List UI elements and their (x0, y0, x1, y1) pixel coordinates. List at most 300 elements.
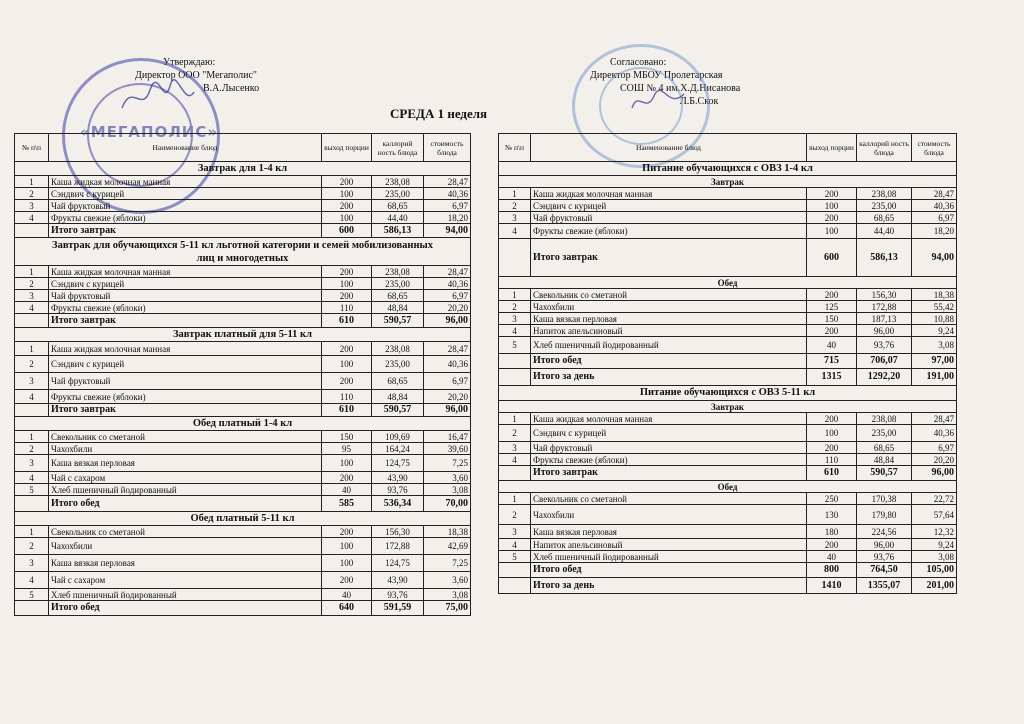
section-title-row (15, 328, 471, 342)
item-portion: 200 (807, 212, 857, 224)
header-num: № п\п (15, 134, 49, 162)
total-label: Итого завтрак (49, 314, 322, 328)
section-title: Обед платный 5-11 кл (15, 512, 471, 526)
item-cost: 20,20 (912, 454, 957, 466)
item-cost: 20,20 (424, 390, 471, 404)
item-calories: 93,76 (372, 484, 424, 496)
total-calories: 536,34 (372, 496, 424, 512)
item-cost: 3,08 (424, 484, 471, 496)
item-name: Фрукты свежие (яблоки) (49, 212, 322, 224)
total-label: Итого обед (531, 563, 807, 578)
item-calories: 124,75 (372, 455, 424, 472)
item-cost: 40,36 (912, 425, 957, 442)
item-portion: 100 (807, 200, 857, 212)
item-number: 4 (15, 572, 49, 589)
total-row (499, 466, 957, 481)
total-row (499, 239, 957, 277)
item-portion: 110 (322, 302, 372, 314)
section-title: Обед (499, 481, 957, 493)
total-cost: 96,00 (424, 314, 471, 328)
total-empty-cell (15, 496, 49, 512)
item-portion: 200 (322, 290, 372, 302)
total-cost: 105,00 (912, 563, 957, 578)
total-calories: 586,13 (372, 224, 424, 238)
header-calories: каллорий ность блюда (372, 134, 424, 162)
table-row (15, 176, 471, 188)
item-calories: 224,56 (857, 525, 912, 539)
section-title-row (15, 238, 471, 266)
item-number: 4 (499, 454, 531, 466)
table-row (15, 266, 471, 278)
item-calories: 238,08 (857, 188, 912, 200)
table-row (499, 539, 957, 551)
item-number: 1 (499, 413, 531, 425)
item-cost: 6,97 (912, 442, 957, 454)
item-number: 1 (15, 526, 49, 538)
item-calories: 179,80 (857, 505, 912, 525)
total-calories: 764,50 (857, 563, 912, 578)
total-label: Итого обед (531, 354, 807, 369)
table-row (499, 289, 957, 301)
total-portion: 1410 (807, 578, 857, 594)
item-cost: 6,97 (912, 212, 957, 224)
total-row (15, 601, 471, 616)
total-row (15, 404, 471, 417)
total-portion: 610 (322, 314, 372, 328)
item-cost: 42,69 (424, 538, 471, 555)
item-name: Напиток апельсиновый (531, 325, 807, 337)
item-cost: 40,36 (424, 356, 471, 373)
item-calories: 44,40 (372, 212, 424, 224)
section-title: Завтрак (499, 401, 957, 413)
item-number: 2 (15, 356, 49, 373)
total-cost: 94,00 (912, 239, 957, 277)
item-number: 1 (15, 176, 49, 188)
table-row (15, 200, 471, 212)
section-title-row (15, 162, 471, 176)
item-cost: 28,47 (424, 266, 471, 278)
total-portion: 1315 (807, 369, 857, 386)
item-number: 2 (499, 301, 531, 313)
total-calories: 591,59 (372, 601, 424, 616)
section-title: Обед платный 1-4 кл (15, 417, 471, 431)
item-name: Чай фруктовый (531, 212, 807, 224)
total-label: Итого завтрак (49, 224, 322, 238)
total-label: Итого завтрак (49, 404, 322, 417)
item-number: 1 (15, 431, 49, 443)
item-cost: 3,60 (424, 572, 471, 589)
total-cost: 96,00 (912, 466, 957, 481)
total-cost: 94,00 (424, 224, 471, 238)
item-number: 2 (499, 505, 531, 525)
header-name: Наименование блюд (49, 134, 322, 162)
item-name: Каша вязкая перловая (531, 313, 807, 325)
total-calories: 590,57 (372, 404, 424, 417)
item-name: Свекольник со сметаной (49, 526, 322, 538)
item-number: 4 (15, 212, 49, 224)
item-name: Свекольник со сметаной (531, 493, 807, 505)
item-calories: 156,30 (857, 289, 912, 301)
menu-table-left (14, 133, 471, 616)
header-cost: стоимость блюда (424, 134, 471, 162)
total-label: Итого завтрак (531, 239, 807, 277)
signature-right (628, 86, 688, 116)
total-portion: 610 (322, 404, 372, 417)
item-name: Каша жидкая молочная манная (531, 188, 807, 200)
item-number: 5 (499, 337, 531, 354)
header-cost: стоимость блюда (912, 134, 957, 162)
item-cost: 22,72 (912, 493, 957, 505)
item-portion: 100 (322, 538, 372, 555)
item-calories: 172,88 (372, 538, 424, 555)
table-row (15, 572, 471, 589)
table-row (15, 472, 471, 484)
item-number: 5 (499, 551, 531, 563)
total-calories: 586,13 (857, 239, 912, 277)
section-title-row (499, 162, 957, 176)
item-cost: 55,42 (912, 301, 957, 313)
item-number: 1 (499, 289, 531, 301)
table-row (15, 212, 471, 224)
item-number: 2 (15, 443, 49, 455)
item-portion: 100 (322, 455, 372, 472)
item-cost: 12,32 (912, 525, 957, 539)
item-calories: 96,00 (857, 325, 912, 337)
approval-left-line2: Директор ООО "Мегаполис" (135, 70, 258, 81)
item-name: Сэндвич с курицей (49, 278, 322, 290)
item-name: Фрукты свежие (яблоки) (531, 454, 807, 466)
total-label: Итого обед (49, 601, 322, 616)
total-calories: 1355,07 (857, 578, 912, 594)
total-label: Итого завтрак (531, 466, 807, 481)
item-calories: 238,08 (372, 176, 424, 188)
total-portion: 600 (322, 224, 372, 238)
total-portion: 715 (807, 354, 857, 369)
item-portion: 200 (322, 342, 372, 356)
item-name: Каша вязкая перловая (531, 525, 807, 539)
section-title: Завтрак платный для 5-11 кл (15, 328, 471, 342)
item-portion: 40 (322, 589, 372, 601)
table-row (15, 589, 471, 601)
table-row (15, 538, 471, 555)
item-cost: 40,36 (424, 278, 471, 290)
item-cost: 3,08 (912, 337, 957, 354)
item-name: Каша вязкая перловая (49, 455, 322, 472)
item-number: 3 (15, 373, 49, 390)
item-name: Хлеб пшеничный йодированный (49, 484, 322, 496)
total-calories: 1292,20 (857, 369, 912, 386)
section-title: Питание обучающихся с ОВЗ 1-4 кл (499, 162, 957, 176)
item-portion: 125 (807, 301, 857, 313)
table-row (499, 493, 957, 505)
table-row (499, 325, 957, 337)
item-calories: 68,65 (372, 290, 424, 302)
section-title-row (499, 386, 957, 401)
total-calories: 590,57 (857, 466, 912, 481)
total-empty-cell (499, 466, 531, 481)
item-name: Чай фруктовый (49, 290, 322, 302)
item-cost: 18,20 (912, 224, 957, 239)
item-calories: 48,84 (372, 390, 424, 404)
table-row (499, 337, 957, 354)
section-title-row (499, 401, 957, 413)
section-title-row (499, 277, 957, 289)
item-cost: 6,97 (424, 200, 471, 212)
total-row (499, 354, 957, 369)
item-cost: 39,60 (424, 443, 471, 455)
item-calories: 68,65 (857, 442, 912, 454)
item-name: Чахохбили (531, 301, 807, 313)
table-row (15, 342, 471, 356)
total-label: Итого обед (49, 496, 322, 512)
section-title-row (15, 417, 471, 431)
item-number: 5 (15, 484, 49, 496)
table-row (15, 455, 471, 472)
total-empty-cell (499, 239, 531, 277)
total-empty-cell (499, 354, 531, 369)
total-label: Итого за день (531, 369, 807, 386)
item-calories: 172,88 (857, 301, 912, 313)
item-cost: 18,38 (424, 526, 471, 538)
total-label: Итого за день (531, 578, 807, 594)
item-calories: 109,69 (372, 431, 424, 443)
table-row (15, 555, 471, 572)
item-number: 2 (15, 538, 49, 555)
item-cost: 28,47 (912, 188, 957, 200)
item-portion: 150 (322, 431, 372, 443)
item-portion: 200 (807, 188, 857, 200)
table-row (15, 431, 471, 443)
item-number: 2 (499, 200, 531, 212)
item-portion: 150 (807, 313, 857, 325)
item-name: Чай с сахаром (49, 572, 322, 589)
item-portion: 40 (322, 484, 372, 496)
item-calories: 187,13 (857, 313, 912, 325)
item-portion: 95 (322, 443, 372, 455)
item-name: Каша жидкая молочная манная (49, 176, 322, 188)
item-number: 4 (499, 539, 531, 551)
header-portion: выход порции (807, 134, 857, 162)
item-name: Хлеб пшеничный йодированный (531, 337, 807, 354)
item-name: Чай с сахаром (49, 472, 322, 484)
total-cost: 191,00 (912, 369, 957, 386)
menu-table-right (498, 133, 957, 594)
total-row (499, 578, 957, 594)
item-number: 2 (15, 188, 49, 200)
item-number: 3 (15, 290, 49, 302)
item-calories: 235,00 (372, 188, 424, 200)
item-portion: 200 (807, 325, 857, 337)
approval-left-line1: Утверждаю: (163, 57, 216, 68)
table-row (15, 188, 471, 200)
total-row (499, 369, 957, 386)
table-row (15, 526, 471, 538)
item-cost: 3,08 (912, 551, 957, 563)
item-name: Хлеб пшеничный йодированный (531, 551, 807, 563)
section-title-line2: лиц и многодетных (196, 252, 289, 264)
item-calories: 124,75 (372, 555, 424, 572)
approval-right-line4: Л.Б.Скок (680, 96, 719, 107)
total-empty-cell (499, 578, 531, 594)
item-portion: 200 (322, 373, 372, 390)
item-portion: 100 (322, 212, 372, 224)
item-calories: 93,76 (372, 589, 424, 601)
item-cost: 9,24 (912, 325, 957, 337)
table-header-row (499, 134, 957, 162)
item-calories: 238,08 (857, 413, 912, 425)
item-cost: 3,60 (424, 472, 471, 484)
section-title-line1: Завтрак для обучающихся 5-11 кл льготной категории и семей мобилизованных (52, 239, 433, 251)
item-calories: 156,30 (372, 526, 424, 538)
item-calories: 68,65 (372, 200, 424, 212)
table-row (15, 290, 471, 302)
item-calories: 238,08 (372, 266, 424, 278)
item-name: Сэндвич с курицей (531, 200, 807, 212)
approval-right-line3: СОШ № 4 им.Х.Д.Нисанова (620, 83, 741, 94)
item-portion: 200 (807, 289, 857, 301)
item-name: Фрукты свежие (яблоки) (49, 390, 322, 404)
total-cost: 70,00 (424, 496, 471, 512)
item-number: 3 (499, 525, 531, 539)
header-portion: выход порции (322, 134, 372, 162)
item-cost: 6,97 (424, 290, 471, 302)
total-row (15, 224, 471, 238)
table-row (499, 454, 957, 466)
table-row (499, 301, 957, 313)
item-portion: 100 (322, 278, 372, 290)
item-calories: 68,65 (857, 212, 912, 224)
item-cost: 3,08 (424, 589, 471, 601)
item-portion: 200 (322, 266, 372, 278)
item-name: Чахохбили (49, 443, 322, 455)
item-number: 4 (15, 390, 49, 404)
total-empty-cell (15, 314, 49, 328)
total-row (15, 314, 471, 328)
item-cost: 40,36 (912, 200, 957, 212)
item-name: Сэндвич с курицей (49, 356, 322, 373)
item-number: 1 (15, 342, 49, 356)
item-name: Чахохбили (49, 538, 322, 555)
table-row (499, 551, 957, 563)
table-row (499, 313, 957, 325)
total-portion: 600 (807, 239, 857, 277)
item-calories: 48,84 (372, 302, 424, 314)
section-title-row (499, 481, 957, 493)
item-name: Свекольник со сметаной (49, 431, 322, 443)
total-empty-cell (15, 404, 49, 417)
total-cost: 97,00 (912, 354, 957, 369)
item-name: Каша жидкая молочная манная (531, 413, 807, 425)
total-empty-cell (15, 601, 49, 616)
item-name: Чай фруктовый (49, 373, 322, 390)
item-portion: 180 (807, 525, 857, 539)
total-portion: 640 (322, 601, 372, 616)
section-title-two-line (15, 238, 471, 266)
total-calories: 590,57 (372, 314, 424, 328)
signature-left (118, 78, 198, 118)
table-row (15, 373, 471, 390)
item-calories: 43,90 (372, 572, 424, 589)
item-cost: 6,97 (424, 373, 471, 390)
item-name: Чай фруктовый (531, 442, 807, 454)
item-number: 3 (499, 313, 531, 325)
table-row (499, 525, 957, 539)
table-row (499, 505, 957, 525)
item-portion: 200 (322, 176, 372, 188)
total-empty-cell (499, 563, 531, 578)
item-name: Напиток апельсиновый (531, 539, 807, 551)
table-row (15, 390, 471, 404)
item-portion: 200 (322, 200, 372, 212)
section-title: Завтрак (499, 176, 957, 188)
item-cost: 57,64 (912, 505, 957, 525)
item-cost: 9,24 (912, 539, 957, 551)
item-name: Хлеб пшеничный йодированный (49, 589, 322, 601)
section-title-row (499, 176, 957, 188)
approval-right-line1: Согласовано: (610, 57, 667, 68)
item-name: Свекольник со сметаной (531, 289, 807, 301)
total-empty-cell (15, 224, 49, 238)
header-num: № п\п (499, 134, 531, 162)
item-number: 4 (499, 224, 531, 239)
item-cost: 28,47 (912, 413, 957, 425)
table-row (15, 443, 471, 455)
total-portion: 610 (807, 466, 857, 481)
item-cost: 28,47 (424, 342, 471, 356)
section-title: Обед (499, 277, 957, 289)
item-calories: 44,40 (857, 224, 912, 239)
total-row (15, 496, 471, 512)
item-portion: 100 (322, 555, 372, 572)
item-number: 2 (499, 425, 531, 442)
item-cost: 16,47 (424, 431, 471, 443)
table-row (15, 278, 471, 290)
item-cost: 18,20 (424, 212, 471, 224)
item-calories: 235,00 (857, 425, 912, 442)
item-portion: 200 (807, 442, 857, 454)
item-name: Фрукты свежие (яблоки) (49, 302, 322, 314)
item-calories: 43,90 (372, 472, 424, 484)
item-portion: 110 (807, 454, 857, 466)
item-calories: 238,08 (372, 342, 424, 356)
item-number: 1 (15, 266, 49, 278)
table-row (499, 200, 957, 212)
item-portion: 110 (322, 390, 372, 404)
item-number: 3 (499, 442, 531, 454)
item-portion: 100 (807, 224, 857, 239)
item-cost: 7,25 (424, 555, 471, 572)
item-calories: 235,00 (372, 278, 424, 290)
header-calories: каллорий ность блюда (857, 134, 912, 162)
table-row (499, 188, 957, 200)
item-number: 3 (15, 455, 49, 472)
table-row (499, 413, 957, 425)
item-portion: 100 (322, 188, 372, 200)
total-cost: 201,00 (912, 578, 957, 594)
item-portion: 130 (807, 505, 857, 525)
item-portion: 200 (807, 539, 857, 551)
item-name: Чай фруктовый (49, 200, 322, 212)
item-number: 3 (499, 212, 531, 224)
item-name: Каша вязкая перловая (49, 555, 322, 572)
section-title: Питание обучающихся с ОВЗ 5-11 кл (499, 386, 957, 401)
item-cost: 28,47 (424, 176, 471, 188)
item-portion: 100 (807, 425, 857, 442)
total-row (499, 563, 957, 578)
approval-left-line3: В.А.Лысенко (203, 83, 260, 94)
total-cost: 75,00 (424, 601, 471, 616)
day-title: СРЕДА 1 неделя (390, 106, 488, 121)
